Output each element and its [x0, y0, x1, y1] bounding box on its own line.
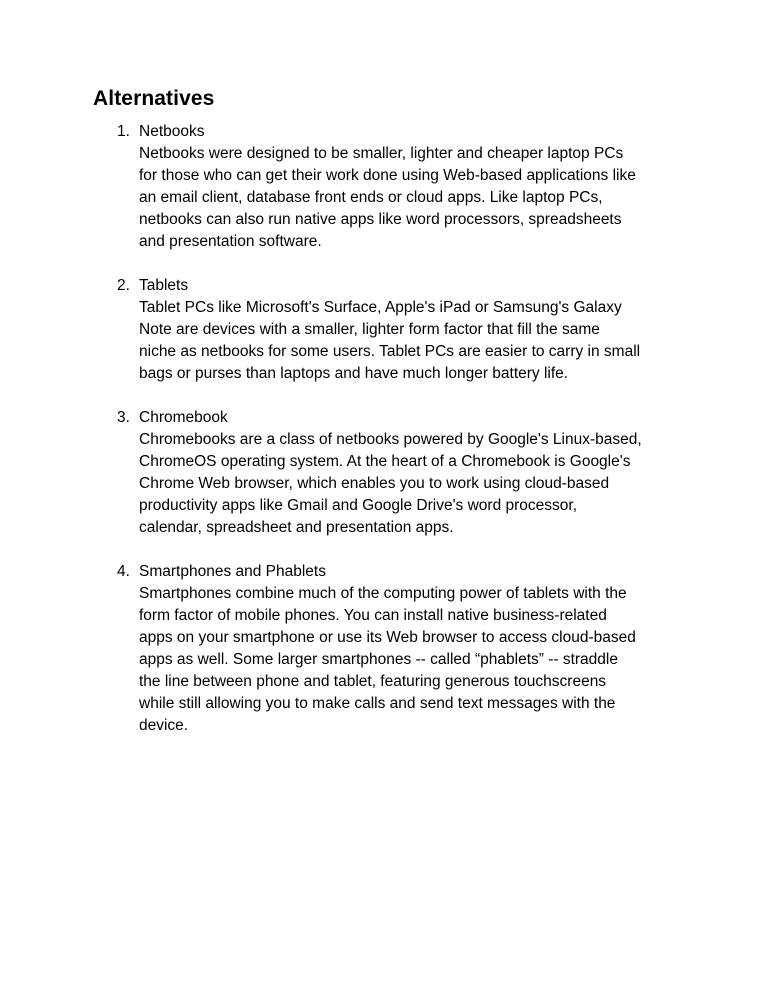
description-line: Smartphones combine much of the computing power of tablets with the — [139, 585, 627, 602]
description-line: productivity apps like Gmail and Google Drive's word processor, — [139, 497, 578, 514]
description-line: the line between phone and tablet, featuring generous touchscreens — [139, 673, 607, 690]
description-line: niche as netbooks for some users. Tablet PCs are easier to carry in small — [139, 343, 641, 360]
item-description — [139, 143, 679, 253]
item-description — [139, 583, 679, 737]
description-line: for those who can get their work done using Web-based applications like — [139, 167, 636, 184]
description-line: an email client, database front ends or cloud apps. Like laptop PCs, — [139, 189, 603, 206]
item-title: Smartphones and Phablets — [139, 563, 326, 580]
description-line: apps on your smartphone or use its Web browser to access cloud-based — [139, 629, 636, 646]
description-line: device. — [139, 717, 189, 734]
description-line: Chrome Web browser, which enables you to work using cloud-based — [139, 475, 610, 492]
description-line: calendar, spreadsheet and presentation apps. — [139, 519, 454, 536]
list-item-smartphones-and-phablets — [0, 561, 768, 737]
item-number: 4. — [117, 563, 130, 580]
description-line: bags or purses than laptops and have much longer battery life. — [139, 365, 569, 382]
description-line: Chromebooks are a class of netbooks powered by Google's Linux-based, — [139, 431, 642, 448]
item-number: 2. — [117, 277, 130, 294]
list-item-netbooks — [0, 121, 768, 253]
description-line: netbooks can also run native apps like word processors, spreadsheets — [139, 211, 622, 228]
item-title: Chromebook — [139, 409, 228, 426]
description-line: Tablet PCs like Microsoft's Surface, Apple's iPad or Samsung's Galaxy — [139, 299, 622, 316]
description-line: form factor of mobile phones. You can install native business-related — [139, 607, 607, 624]
description-line: ChromeOS operating system. At the heart of a Chromebook is Google's — [139, 453, 631, 470]
description-line: Netbooks were designed to be smaller, lighter and cheaper laptop PCs — [139, 145, 624, 162]
list-item-tablets — [0, 275, 768, 385]
description-line: Note are devices with a smaller, lighter form factor that fill the same — [139, 321, 600, 338]
list-item-chromebook — [0, 407, 768, 539]
section-heading: Alternatives — [93, 87, 215, 110]
item-description — [139, 297, 679, 385]
item-title: Tablets — [139, 277, 189, 294]
description-line: apps as well. Some larger smartphones -- called “phablets” -- straddle — [139, 651, 618, 668]
description-line: while still allowing you to make calls and send text messages with the — [139, 695, 616, 712]
item-number: 3. — [117, 409, 130, 426]
alternatives-list — [0, 121, 768, 737]
item-number: 1. — [117, 123, 130, 140]
description-line: and presentation software. — [139, 233, 322, 250]
item-title: Netbooks — [139, 123, 205, 140]
item-description — [139, 429, 679, 539]
